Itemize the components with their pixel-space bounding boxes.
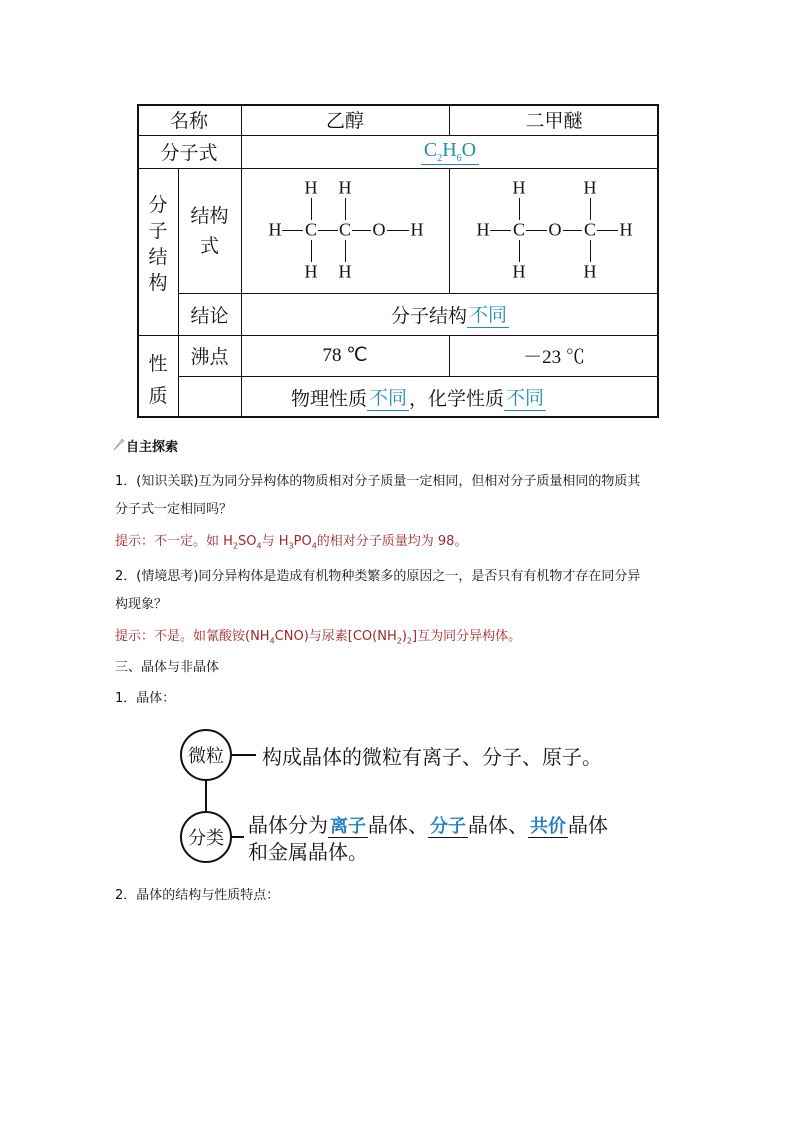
item-2-crystal-structure: 2．晶体的结构与性质特点： (115, 888, 280, 903)
conclusion-cell: 分子结构 不同 (241, 293, 659, 335)
header-ethanol-cell: 乙醇 (325, 110, 364, 132)
molecular-formula: $C_2H_6O$ (421, 139, 479, 165)
isomer-comparison-table (137, 104, 659, 418)
question-2-hint: 提示：不是。如氰酸铵$(NH_4CNO)$与尿素$[CO(NH_2)_2]$互为同分异构体。 (115, 629, 522, 646)
answer-ionic: 离子 (330, 816, 366, 837)
node-particles: 微粒 (180, 729, 232, 781)
property-cell: 物理性质 不同 ，化学性质 不同 (178, 376, 659, 418)
pin-icon (113, 436, 125, 455)
classification-text-line-1: 晶体分为 离子 晶体、 分子 晶体、 共价 晶体 (248, 813, 608, 837)
conclusion-label: 结论 (190, 304, 229, 327)
question-1-line-1: 1．(知识关联)互为同分异构体的物质相对分子质量一定相同，但相对分子质量相同的物质其 (115, 474, 641, 489)
formula-label: 分子式 (160, 142, 218, 164)
chemical-property-answer: 不同 (504, 383, 546, 411)
dimethyl-ether-structure: H H H C O C H H H (476, 177, 633, 282)
ethanol-boiling-point: 78 ℃ (322, 345, 368, 366)
particles-text: 构成晶体的微粒有离子、分子、原子。 (262, 745, 602, 769)
heading-crystal-noncrystal: 三、晶体与非晶体 (115, 660, 220, 675)
physical-property-answer: 不同 (367, 383, 409, 411)
structural-formula-label: 结构 式 (190, 204, 229, 257)
node-classification: 分类 (180, 811, 232, 863)
answer-molecular: 分子 (430, 816, 466, 837)
molecular-formula-cell (241, 135, 659, 168)
structure-group-label: 分 子 结 构 (148, 194, 168, 294)
property-group-label: 性 质 (148, 353, 168, 407)
ether-boiling-point: －23 ℃ (523, 347, 585, 368)
section-title: 自主探索 (126, 440, 179, 455)
header-name-cell: 名称 (169, 110, 208, 132)
classification-text-line-2: 和金属晶体。 (248, 840, 368, 864)
conclusion-answer: 不同 (467, 300, 509, 328)
question-2-line-1: 2．(情境思考)同分异构体是造成有机物种类繁多的原因之一，是否只有有机物才存在同分异 (115, 569, 641, 584)
header-ether-cell: 二甲醚 (525, 110, 583, 132)
answer-covalent: 共价 (530, 816, 566, 837)
question-1-line-2: 分子式一定相同吗？ (115, 502, 233, 517)
crystal-concept-map (178, 725, 618, 865)
question-2-line-2: 构现象？ (115, 597, 168, 612)
question-1-hint: 提示：不一定。如 $H_2SO_4$与 $H_3PO_4$的相对分子质量均为 98。 (115, 534, 468, 551)
ethanol-structure: H H H C C O H H H (268, 177, 424, 282)
item-1-crystal: 1．晶体： (115, 691, 176, 706)
boiling-point-label: 沸点 (190, 346, 229, 368)
